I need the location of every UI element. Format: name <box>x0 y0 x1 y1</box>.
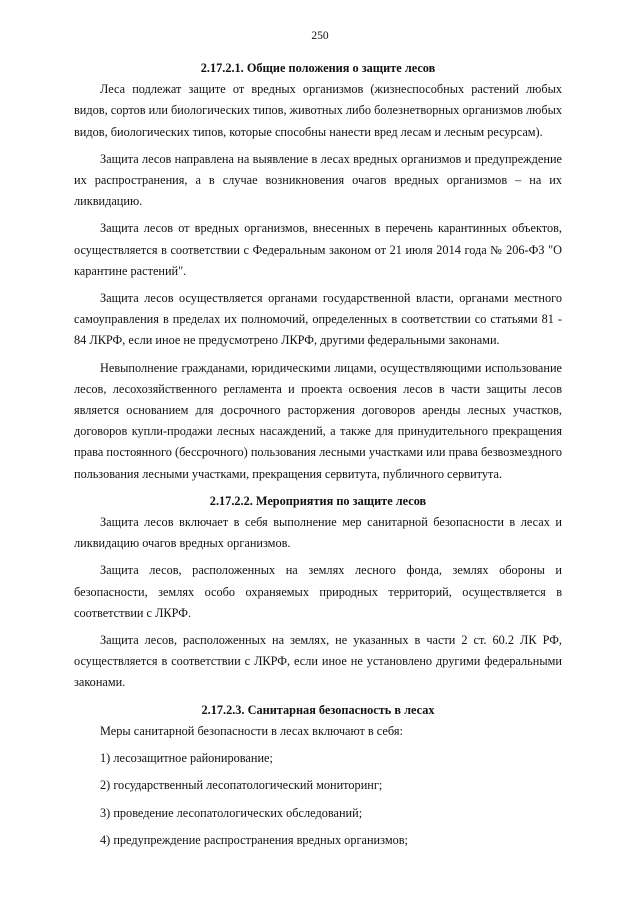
paragraph: Невыполнение гражданами, юридическими лицами, осуществляющими использование лесов, лесохозяйственного регламента и проекта освоения лесов в части защиты лесов является основанием для досрочного расторжения договоров аренды лесных участков, договоров купли-продажи лесных насаждений, а также для принудительного прекращения права постоянного (бессрочного) пользования лесными участками или права безвозмездного пользования лесными участками, прекращения сервитута, публичного сервитута. <box>74 360 562 481</box>
list-item: 2) государственный лесопатологический мониторинг; <box>100 778 383 793</box>
paragraph: Защита лесов осуществляется органами государственной власти, органами местного самоуправления в пределах их полномочий, определенных в соответствии со статьями 81 - 84 ЛКРФ, если иное не предусмотрено ЛКРФ, другими федеральными законами. <box>74 291 562 348</box>
paragraph: Защита лесов, расположенных на землях лесного фонда, землях обороны и безопасности, землях особо охраняемых природных территорий, осуществляется в соответствии с ЛКРФ. <box>74 563 562 620</box>
paragraph: Защита лесов от вредных организмов, внесенных в перечень карантинных объектов, осуществляется в соответствии с Федеральным законом от 21 июля 2014 года № 206-ФЗ "О карантине растений". <box>74 221 562 278</box>
section-heading: 2.17.2.2. Мероприятия по защите лесов <box>209 493 427 508</box>
paragraph: Защита лесов, расположенных на землях, не указанных в части 2 ст. 60.2 ЛК РФ, осуществляется в соответствии с ЛКРФ, если иное не установлено другими федеральными законами. <box>74 633 562 690</box>
page-number: 250 <box>311 30 329 42</box>
document-body <box>74 58 562 857</box>
paragraph: Защита лесов включает в себя выполнение мер санитарной безопасности в лесах и ликвидацию очагов вредных организмов. <box>74 515 562 551</box>
list-item: 3) проведение лесопатологических обследований; <box>100 805 363 820</box>
paragraph: Леса подлежат защите от вредных организмов (жизнеспособных растений любых видов, сортов или биологических типов, животных либо болезнетворных организмов любых видов, биологических типов, которые способны нанести вред лесам и лесным ресурсам). <box>74 82 562 139</box>
list-item: 4) предупреждение распространения вредных организмов; <box>100 832 408 847</box>
paragraph: Меры санитарной безопасности в лесах включают в себя: <box>100 723 403 738</box>
paragraph: Защита лесов направлена на выявление в лесах вредных организмов и предупреждение их распространения, а в случае возникновения очагов вредных организмов – на их ликвидацию. <box>74 151 562 209</box>
section-heading: 2.17.2.1. Общие положения о защите лесов <box>200 61 436 75</box>
list-item: 1) лесозащитное районирование; <box>100 751 273 766</box>
section-heading: 2.17.2.3. Санитарная безопасность в лесах <box>201 702 435 717</box>
